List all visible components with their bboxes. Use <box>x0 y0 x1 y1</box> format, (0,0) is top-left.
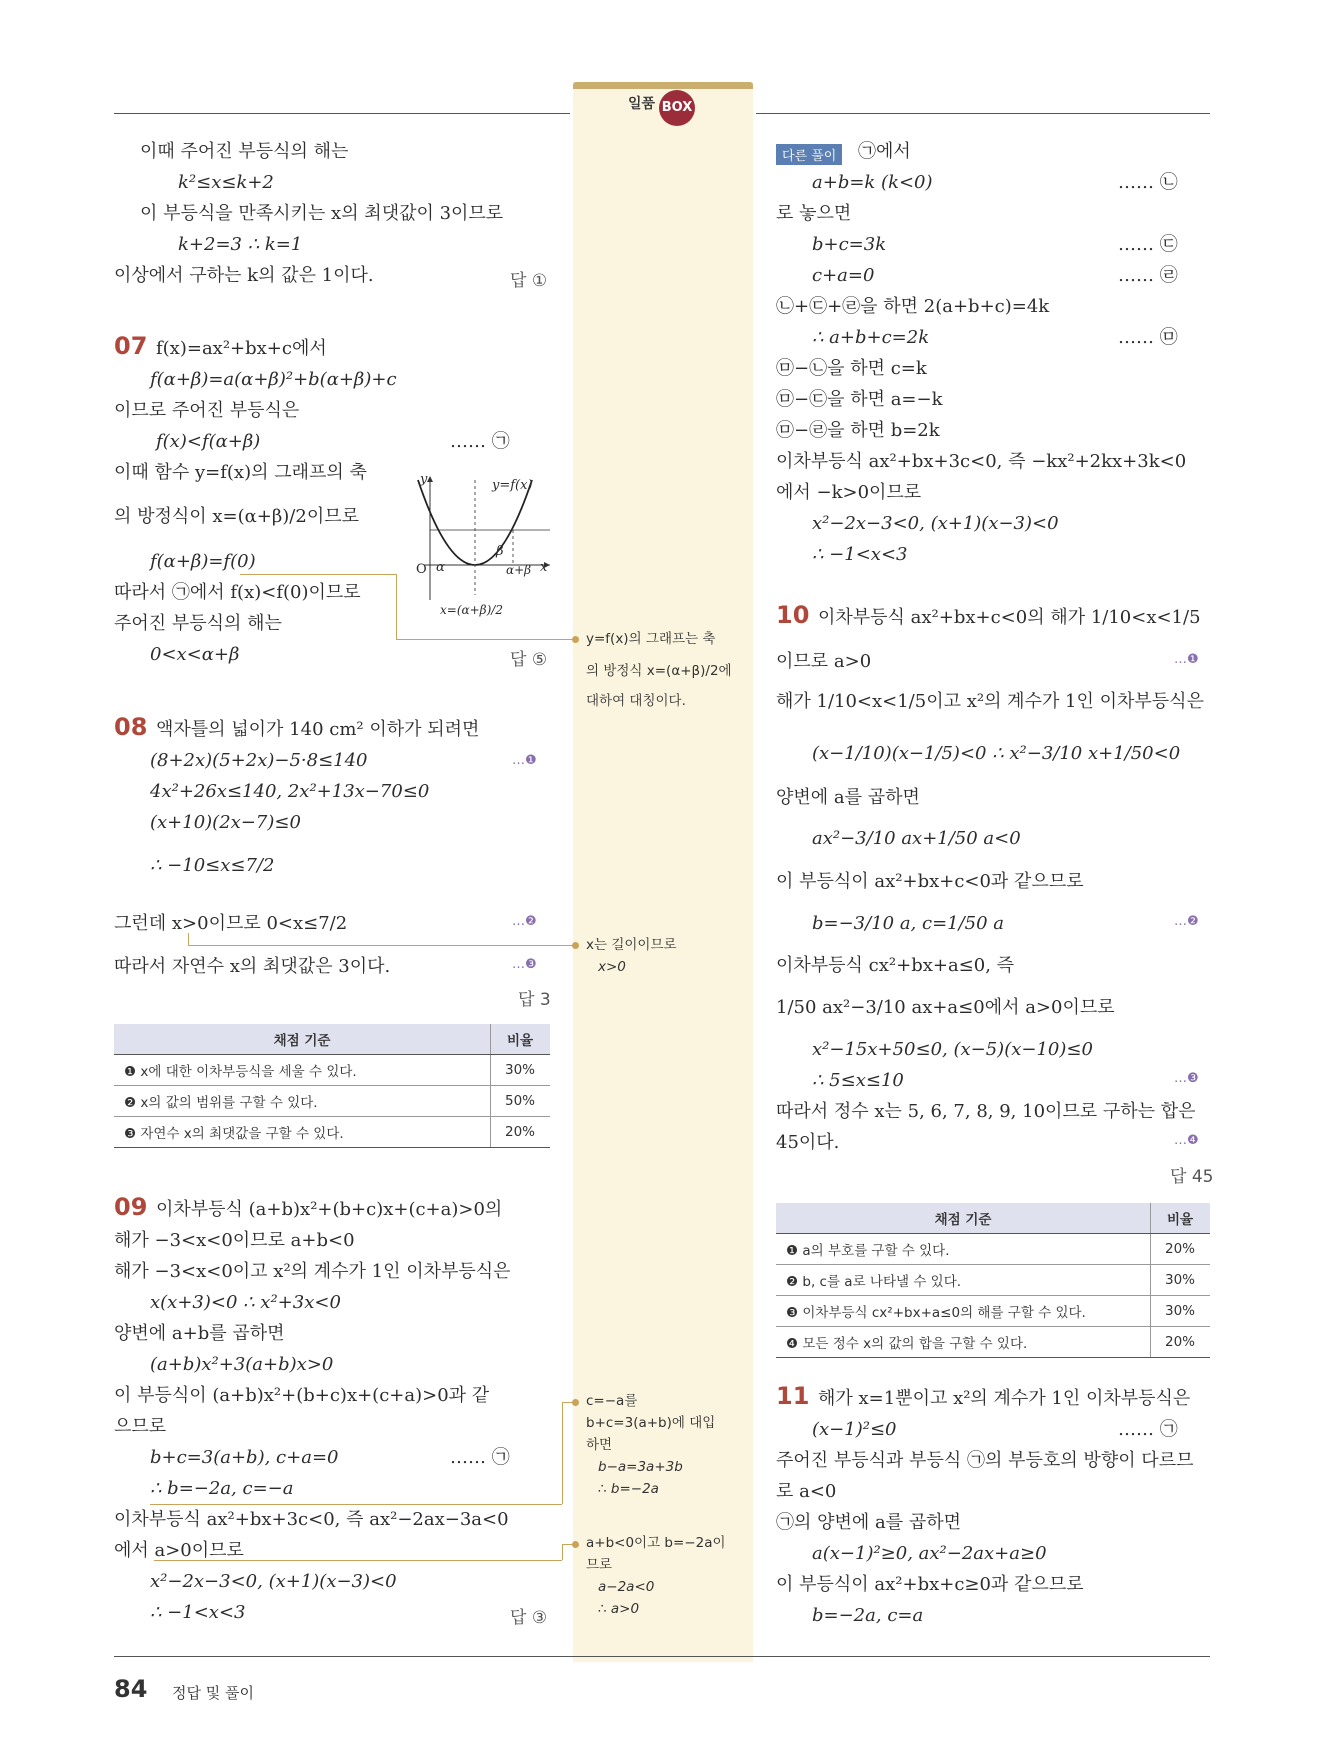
alt-line: 로 놓으면 <box>776 203 852 224</box>
table-header: 비율 <box>491 1024 551 1055</box>
p10-line: 이차부등식 ax²+bx+c<0의 해가 1/10<x<1/5 <box>818 607 1201 628</box>
connector-dot <box>572 1399 579 1406</box>
table-cell: ❷ b, c를 a로 나타낼 수 있다. <box>776 1265 1151 1296</box>
alt-line: ㉠에서 <box>858 141 911 162</box>
p09-line: 해가 −3<x<0이므로 a+b<0 <box>114 1230 355 1251</box>
p10-line: 이므로 a>0 <box>776 651 872 672</box>
p11-line: a(x−1)²≥0, ax²−2ax+a≥0 <box>812 1543 1047 1564</box>
p07-line: 이므로 주어진 부등식은 <box>114 400 300 421</box>
mark: …… ㉠ <box>1118 1419 1178 1440</box>
p10-line: ∴ 5≤x≤10 <box>812 1070 904 1091</box>
answer-badge: 답 ③ <box>510 1608 548 1628</box>
side-note-line: a−2a<0 <box>598 1579 655 1595</box>
p09-line: x²−2x−3<0, (x+1)(x−3)<0 <box>150 1571 397 1592</box>
p10-line: 해가 1/10<x<1/5이고 x²의 계수가 1인 이차부등식은 <box>776 691 1204 712</box>
connector-dot <box>572 942 579 949</box>
connector <box>562 1544 563 1560</box>
parabola-graph <box>410 470 560 610</box>
p09-line: 에서 a>0이므로 <box>114 1540 244 1561</box>
table-cell: ❷ x의 값의 범위를 구할 수 있다. <box>114 1086 491 1117</box>
connector <box>562 1402 563 1504</box>
p10-line: x²−15x+50≤0, (x−5)(x−10)≤0 <box>812 1039 1093 1060</box>
alt-solution-tag: 다른 풀이 <box>776 144 842 165</box>
table-cell: ❸ 자연수 x의 최댓값을 구할 수 있다. <box>114 1117 491 1148</box>
side-note-line: 의 방정식 x=(α+β)/2에 <box>586 663 732 679</box>
p08-line: 4x²+26x≤140, 2x²+13x−70≤0 <box>150 781 430 802</box>
step-marker: …❷ <box>512 914 537 929</box>
p09-line: 으므로 <box>114 1416 167 1437</box>
alt-line: a+b=k (k<0) <box>812 172 933 193</box>
p11-line: 해가 x=1뿐이고 x²의 계수가 1인 이차부등식은 <box>818 1388 1191 1409</box>
step-marker: …❸ <box>512 957 537 972</box>
p09-line: x(x+3)<0 ∴ x²+3x<0 <box>150 1292 341 1313</box>
p07-line: 이때 함수 y=f(x)의 그래프의 축 <box>114 462 367 483</box>
side-note-line: b−a=3a+3b <box>598 1459 683 1475</box>
table-cell: 30% <box>1151 1265 1211 1296</box>
side-note-line: x>0 <box>598 959 626 975</box>
side-note-line: a+b<0이고 b=−2a이 <box>586 1535 726 1551</box>
table-cell: 20% <box>1151 1234 1211 1265</box>
alt-line: ㉡+㉢+㉣을 하면 2(a+b+c)=4k <box>776 296 1050 317</box>
graph-beta: β <box>496 544 504 559</box>
alt-line: ∴ −1<x<3 <box>812 544 908 565</box>
p10-line: 1/50 ax²−3/10 ax+a≤0에서 a>0이므로 <box>776 997 1115 1018</box>
alt-line: ∴ a+b+c=2k <box>812 327 930 348</box>
mark: …… ㉣ <box>1118 265 1178 286</box>
alt-line: ㉤−㉡을 하면 c=k <box>776 358 927 379</box>
problem-number: 11 <box>776 1382 810 1410</box>
box-label: 일품 <box>628 96 656 112</box>
intro-line: 이상에서 구하는 k의 값은 1이다. <box>114 265 374 286</box>
step-marker: …❷ <box>1174 914 1199 929</box>
p09-line: 해가 −3<x<0이고 x²의 계수가 1인 이차부등식은 <box>114 1261 511 1282</box>
side-note-line: y=f(x)의 그래프는 축 <box>586 631 716 647</box>
p11-line: 이 부등식이 ax²+bx+c≥0과 같으므로 <box>776 1574 1084 1595</box>
header-rule-left <box>114 113 570 114</box>
problem-number: 10 <box>776 601 810 629</box>
p07-line: f(α+β)=f(0) <box>150 551 256 572</box>
p11-line: b=−2a, c=a <box>812 1605 924 1626</box>
scoring-table-08 <box>114 1024 550 1148</box>
problem-number: 08 <box>114 713 148 741</box>
scoring-table-10 <box>776 1203 1210 1358</box>
p10-line: 따라서 정수 x는 5, 6, 7, 8, 9, 10이므로 구하는 합은 <box>776 1101 1196 1122</box>
answer-badge: 답 ① <box>510 271 548 291</box>
mark: …… ㉤ <box>1118 327 1178 348</box>
connector <box>396 574 397 639</box>
mark: …… ㉡ <box>1118 172 1178 193</box>
p09-line: (a+b)x²+3(a+b)x>0 <box>150 1354 334 1375</box>
connector <box>154 1560 562 1561</box>
p08-line: 그런데 x>0이므로 0<x≤7/2 <box>114 913 348 934</box>
graph-xlabel: x <box>540 560 548 575</box>
table-cell: ❹ 모든 정수 x의 값의 합을 구할 수 있다. <box>776 1327 1151 1358</box>
p08-line: (x+10)(2x−7)≤0 <box>150 812 301 833</box>
graph-apb: α+β <box>506 563 532 577</box>
table-cell: 50% <box>491 1086 551 1117</box>
page-number: 84 <box>114 1675 148 1703</box>
answer-badge: 답 3 <box>518 990 551 1010</box>
step-marker: …❶ <box>512 753 537 768</box>
table-cell: 30% <box>491 1055 551 1086</box>
step-marker: …❶ <box>1174 652 1199 667</box>
side-note-line: b+c=3(a+b)에 대입 <box>586 1415 716 1431</box>
p11-line: 로 a<0 <box>776 1481 837 1502</box>
graph-origin: O <box>416 562 427 577</box>
p08-line: (8+2x)(5+2x)−5·8≤140 <box>150 750 368 771</box>
connector-dot <box>572 636 579 643</box>
problem-number: 07 <box>114 332 148 360</box>
answer-badge: 답 45 <box>1170 1167 1214 1187</box>
page-label: 정답 및 풀이 <box>172 1684 254 1702</box>
step-marker: …❸ <box>1174 1071 1199 1086</box>
side-note-line: c=−a를 <box>586 1393 638 1409</box>
p07-line: 주어진 부등식의 해는 <box>114 613 282 634</box>
mark: …… ㉢ <box>1118 234 1178 255</box>
problem-number: 09 <box>114 1193 148 1221</box>
p09-line: 이차부등식 ax²+bx+3c<0, 즉 ax²−2ax−3a<0 <box>114 1509 509 1530</box>
p09-line: 이차부등식 (a+b)x²+(b+c)x+(c+a)>0의 <box>156 1199 503 1220</box>
graph-ylabel: y <box>420 472 428 487</box>
p08-line: 액자틀의 넓이가 140 cm² 이하가 되려면 <box>156 719 480 740</box>
alt-line: ㉤−㉣을 하면 b=2k <box>776 420 940 441</box>
side-note <box>586 934 677 978</box>
p11-line: (x−1)²≤0 <box>812 1419 897 1440</box>
p10-line: b=−3/10 a, c=1/50 a <box>812 913 1005 934</box>
table-cell: 20% <box>1151 1327 1211 1358</box>
p07-line: 의 방정식이 x=(α+β)/2이므로 <box>114 506 359 527</box>
connector <box>188 945 576 946</box>
side-note <box>586 628 732 712</box>
side-note <box>586 1390 715 1500</box>
side-note-column-cap <box>573 82 753 89</box>
p09-line: 양변에 a+b를 곱하면 <box>114 1323 285 1344</box>
alt-line: b+c=3k <box>812 234 887 255</box>
p10-line: ax²−3/10 ax+1/50 a<0 <box>812 828 1021 849</box>
graph-curve-label: y=f(x) <box>492 478 533 493</box>
alt-line: 에서 −k>0이므로 <box>776 482 922 503</box>
connector <box>396 639 576 640</box>
table-cell: ❶ a의 부호를 구할 수 있다. <box>776 1234 1151 1265</box>
side-note <box>586 1532 726 1620</box>
connector-dot <box>572 1541 579 1548</box>
p07-line: f(α+β)=a(α+β)²+b(α+β)+c <box>150 369 397 390</box>
side-note-line: ∴ b=−2a <box>598 1481 659 1497</box>
p07-line: 0<x<α+β <box>150 644 240 665</box>
connector <box>188 933 189 945</box>
answer-badge: 답 ⑤ <box>510 650 548 670</box>
table-cell: 30% <box>1151 1296 1211 1327</box>
p11-line: 주어진 부등식과 부등식 ㉠의 부등호의 방향이 다르므 <box>776 1450 1194 1471</box>
side-note-line: 므로 <box>586 1557 613 1573</box>
alt-line: c+a=0 <box>812 265 875 286</box>
table-cell: ❸ 이차부등식 cx²+bx+a≤0의 해를 구할 수 있다. <box>776 1296 1151 1327</box>
p09-line: ∴ −1<x<3 <box>150 1602 246 1623</box>
connector <box>150 1504 562 1505</box>
p10-line: 이 부등식이 ax²+bx+c<0과 같으므로 <box>776 871 1084 892</box>
intro-line: 이 부등식을 만족시키는 x의 최댓값이 3이므로 <box>140 203 504 224</box>
alt-line: ㉤−㉢을 하면 a=−k <box>776 389 943 410</box>
p10-line: 이차부등식 cx²+bx+a≤0, 즉 <box>776 955 1015 976</box>
table-header: 비율 <box>1151 1203 1211 1234</box>
intro-line: k²≤x≤k+2 <box>178 172 274 193</box>
graph-alpha: α <box>436 560 445 575</box>
p07-line: 따라서 ㉠에서 f(x)<f(0)이므로 <box>114 582 361 603</box>
graph-axis-label: x=(α+β)/2 <box>440 603 503 617</box>
p10-line: (x−1/10)(x−1/5)<0 ∴ x²−3/10 x+1/50<0 <box>812 743 1181 764</box>
p09-line: 이 부등식이 (a+b)x²+(b+c)x+(c+a)>0과 같 <box>114 1385 490 1406</box>
header-rule-right <box>756 113 1210 114</box>
p07-line: f(x)=ax²+bx+c에서 <box>156 338 327 359</box>
table-header: 채점 기준 <box>114 1024 491 1055</box>
mark: …… ㉠ <box>450 431 510 452</box>
p10-line: 양변에 a를 곱하면 <box>776 787 920 808</box>
intro-line: k+2=3 ∴ k=1 <box>178 234 303 255</box>
side-note-line: 대하여 대칭이다. <box>586 693 686 709</box>
table-header: 채점 기준 <box>776 1203 1151 1234</box>
p08-line: 따라서 자연수 x의 최댓값은 3이다. <box>114 956 391 977</box>
p09-line: ∴ b=−2a, c=−a <box>150 1478 294 1499</box>
step-marker: …❹ <box>1174 1133 1199 1148</box>
table-cell: ❶ x에 대한 이차부등식을 세울 수 있다. <box>114 1055 491 1086</box>
intro-line: 이때 주어진 부등식의 해는 <box>140 141 349 162</box>
side-note-line: ∴ a>0 <box>598 1601 640 1617</box>
table-cell: 20% <box>491 1117 551 1148</box>
p08-line: ∴ −10≤x≤7/2 <box>150 855 275 876</box>
side-note-line: 하면 <box>586 1437 613 1453</box>
footer-rule <box>114 1656 1210 1657</box>
p10-line: 45이다. <box>776 1132 840 1153</box>
p09-line: b+c=3(a+b), c+a=0 <box>150 1447 339 1468</box>
box-badge: BOX <box>659 90 695 126</box>
p11-line: ㉠의 양변에 a를 곱하면 <box>776 1512 961 1533</box>
alt-line: x²−2x−3<0, (x+1)(x−3)<0 <box>812 513 1059 534</box>
connector <box>240 574 396 575</box>
p07-line: f(x)<f(α+β) <box>156 431 261 452</box>
alt-line: 이차부등식 ax²+bx+3c<0, 즉 −kx²+2kx+3k<0 <box>776 451 1187 472</box>
side-note-line: x는 길이이므로 <box>586 937 677 953</box>
mark: …… ㉠ <box>450 1447 510 1468</box>
